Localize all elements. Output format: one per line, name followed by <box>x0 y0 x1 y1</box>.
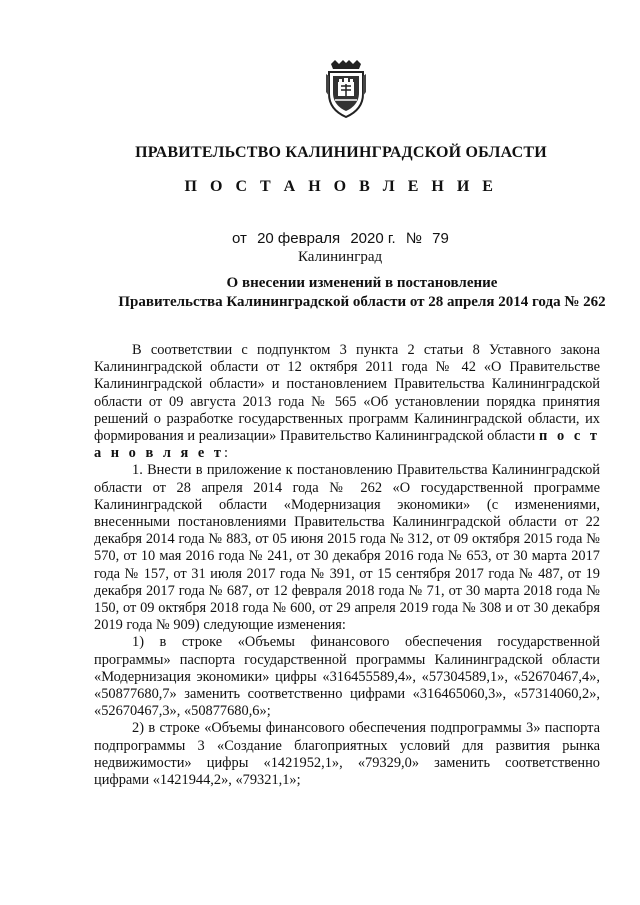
document-date-line <box>232 230 455 247</box>
organization-name: ПРАВИТЕЛЬСТВО КАЛИНИНГРАДСКОЙ ОБЛАСТИ <box>135 144 547 161</box>
decides-word: п о с т а н о в л я е т <box>94 428 600 462</box>
item-1-paragraph: 1. Внести в приложение к постановлению Правительства Калининградской области от 28 апреля 2014 года № 262 «О государственной программе Калининградской области «Модернизация экономики» (с изменениями, внесенными постановлениями Правительства Калининградской области от 22 декабря 2014 года № 883, от 05 июня 2015 года № 312, от 09 октября 2015 года № 570, от 10 мая 2016 года № 241, от 30 декабря 2016 года № 653, от 30 марта 2017 года № 157, от 31 июля 2017 года № 391, от 15 сентября 2017 года № 487, от 19 декабря 2017 года № 687, от 12 февраля 2018 года № 71, от 30 марта 2018 года № 150, от 09 октября 2018 года № 600, от 29 апреля 2019 года № 308 и от 30 декабря 2019 года № 909) следующие изменения: <box>94 462 600 634</box>
coat-of-arms-icon <box>325 60 367 118</box>
document-type: П О С Т А Н О В Л Е Н И Е <box>184 178 498 195</box>
preamble-paragraph <box>94 342 600 462</box>
number-label: № <box>405 230 422 247</box>
date-prefix: от <box>232 230 247 247</box>
document-body <box>94 342 600 789</box>
item-1-1-paragraph: 1) в строке «Объемы финансового обеспечения государственной программы» паспорта государственной программы Калининградской области «Модернизация экономики» цифры «316455589,4», «57304589,1», «52670467,4», «50877680,7» заменить соответственно цифрами «316465060,3», «57314060,2», «52670467,3», «50877680,6»; <box>94 634 600 720</box>
number-value: 79 <box>432 230 449 247</box>
document-subject <box>0 274 640 312</box>
date-year: 2020 г. <box>350 230 396 247</box>
preamble-end: : <box>223 445 228 462</box>
date-value: 20 февраля <box>257 230 341 247</box>
subject-line-1: О внесении изменений в постановление <box>226 275 498 291</box>
preamble-text: В соответствии с подпунктом 3 пункта 2 статьи 8 Уставного закона Калининградской области от 12 октября 2011 года № 42 «О Правительстве Калининградской области» и постановлением Правительства Калининградской области от 09 августа 2013 года № 565 «Об установлении порядка принятия решений о разработке государственных программ Калининградской области, их формирования и реализации» Правительство Калининградской области <box>94 342 600 445</box>
item-1-2-paragraph: 2) в строке «Объемы финансового обеспечения подпрограммы 3» паспорта подпрограммы 3 «Создание благоприятных условий для развития рынка недвижимости» цифры «1421952,1», «79329,0» заменить соответственно цифрами «1421944,2», «79321,1»; <box>94 720 600 789</box>
subject-line-2: Правительства Калининградской области от 28 апреля 2014 года № 262 <box>118 294 606 310</box>
city-name: Калининград <box>298 249 383 265</box>
